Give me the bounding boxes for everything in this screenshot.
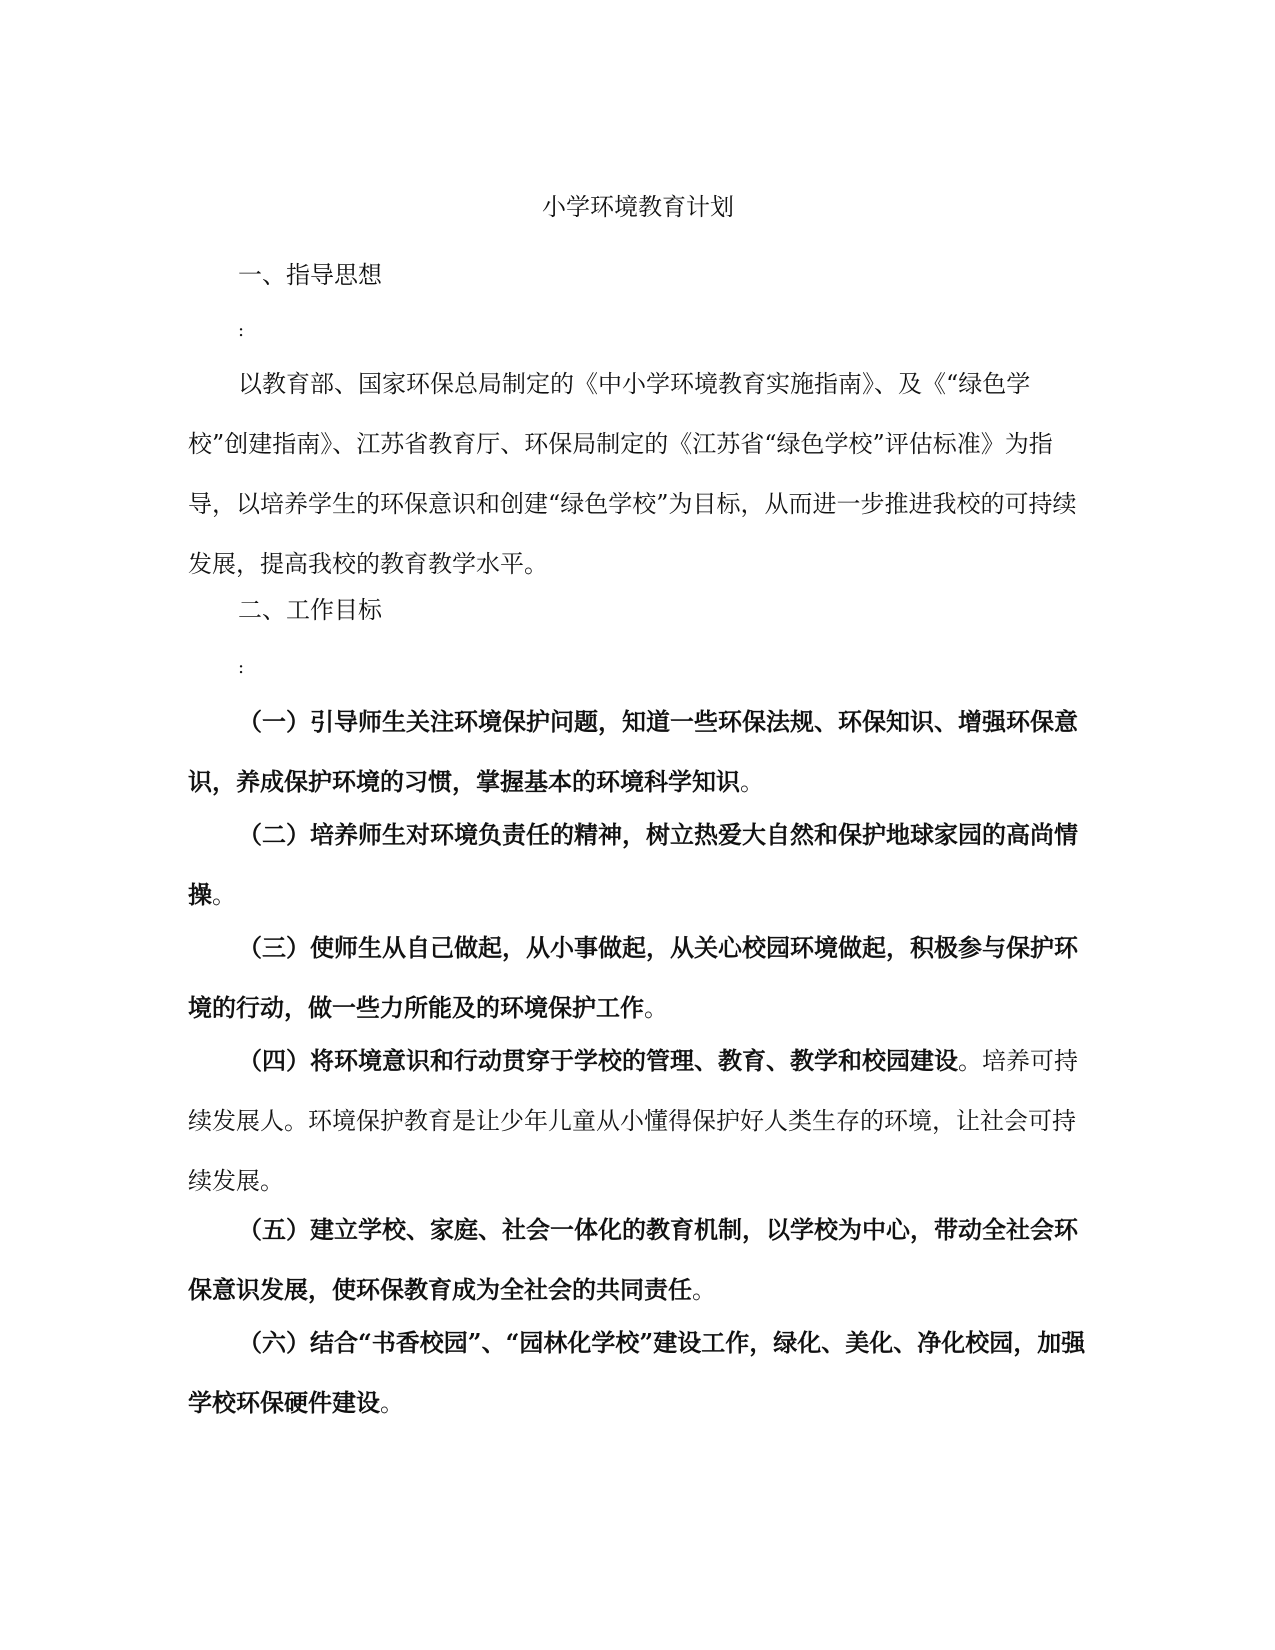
goal-item-normal-text: 。 (740, 768, 764, 796)
goal-item-4 (188, 1031, 1088, 1211)
goal-item-2 (188, 805, 1088, 925)
section-colon: : (238, 657, 245, 678)
guiding-ideology-paragraph: 以教育部、国家环保总局制定的《中小学环境教育实施指南》、及《“绿色学校”创建指南》、江苏省教育厅、环保局制定的《江苏省“绿色学校”评估标准》为指导，以培养学生的环保意识和创建“绿色学校”为目标，从而进一步推进我校的可持续发展，提高我校的教育教学水平。 (188, 370, 1077, 578)
goal-item-6 (188, 1313, 1088, 1433)
goal-item-5 (188, 1200, 1088, 1320)
goal-item-normal-text: 。 (692, 1276, 716, 1304)
section-colon: : (238, 320, 245, 341)
section-heading-work-goals: 二、工作目标 (238, 596, 382, 624)
goal-item-bold-text: （三）使师生从自己做起，从小事做起，从关心校园环境做起，积极参与保护环境的行动，做一些力所能及的环境保护工作 (188, 933, 1078, 1022)
goal-item-bold-text: （二）培养师生对环境负责任的精神，树立热爱大自然和保护地球家园的高尚情操 (188, 820, 1078, 909)
goal-item-3 (188, 918, 1088, 1038)
goal-item-normal-text: 。 (212, 881, 236, 909)
goal-item-1 (188, 692, 1088, 812)
goal-item-bold-text: （五）建立学校、家庭、社会一体化的教育机制，以学校为中心，带动全社会环保意识发展，使环保教育成为全社会的共同责任 (188, 1215, 1078, 1304)
section-heading-guiding-ideology: 一、指导思想 (238, 261, 382, 289)
document-page (188, 0, 1088, 1650)
goal-item-normal-text: 。 (380, 1389, 404, 1417)
goal-item-bold-text: （六）结合“书香校园”、“园林化学校”建设工作，绿化、美化、净化校园，加强学校环保硬件建设 (188, 1328, 1086, 1417)
goal-item-normal-text: 。 (644, 994, 668, 1022)
goal-item-bold-text: （一）引导师生关注环境保护问题，知道一些环保法规、环保知识、增强环保意识，养成保护环境的习惯，掌握基本的环境科学知识 (188, 707, 1078, 796)
document-title: 小学环境教育计划 (542, 193, 734, 221)
goal-item-normal-text: 。培养可持续发展人。环境保护教育是让少年儿童从小懂得保护好人类生存的环境，让社会可持续发展。 (188, 1047, 1078, 1195)
goal-item-bold-text: （四）将环境意识和行动贯穿于学校的管理、教育、教学和校园建设 (238, 1046, 958, 1075)
